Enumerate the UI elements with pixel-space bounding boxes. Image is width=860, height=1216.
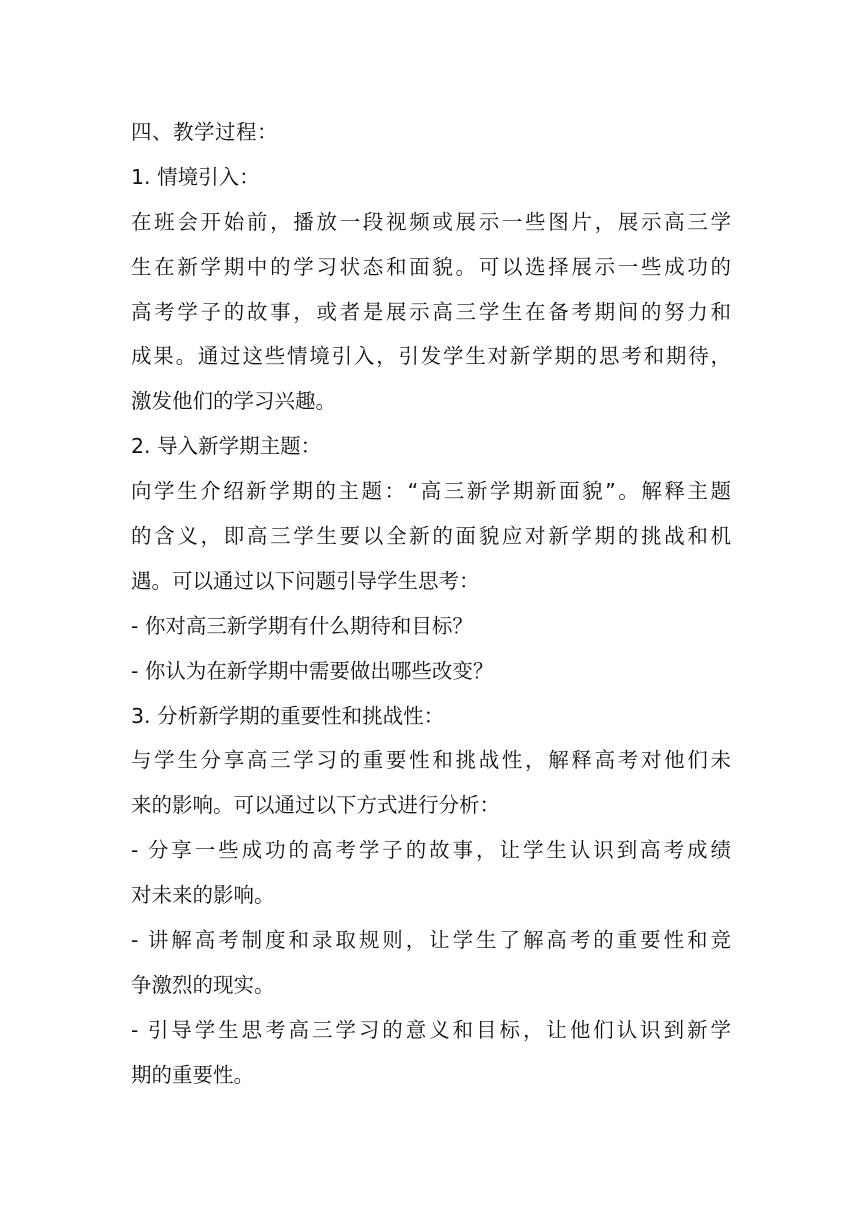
paragraph-line: 高考学子的故事，或者是展示高三学生在备考期间的努力和 <box>131 299 731 324</box>
bullet-item: - 引导学生思考高三学习的意义和目标，让他们认识到新学 <box>131 1017 731 1042</box>
subsection-heading-1: 1. 情境引入： <box>131 164 260 189</box>
section-heading: 四、教学过程： <box>131 120 278 144</box>
bullet-item: - 你对高三新学期有什么期待和目标？ <box>131 613 473 638</box>
paragraph-line: 遇。可以通过以下问题引导学生思考： <box>131 568 480 593</box>
bullet-item: - 你认为在新学期中需要做出哪些改变？ <box>131 658 494 683</box>
paragraph-line: 来的影响。可以通过以下方式进行分析： <box>131 793 500 818</box>
bullet-item: - 分享一些成功的高考学子的故事，让学生认识到高考成绩 <box>131 838 731 863</box>
document-body <box>131 110 731 1098</box>
bullet-item: - 讲解高考制度和录取规则，让学生了解高考的重要性和竞 <box>131 928 731 953</box>
subsection-heading-3: 3. 分析新学期的重要性和挑战性： <box>131 703 445 728</box>
bullet-item-continuation: 期的重要性。 <box>131 1062 254 1087</box>
paragraph-line: 向学生介绍新学期的主题：“高三新学期新面貌”。解释主题 <box>131 479 731 504</box>
paragraph-line: 在班会开始前，播放一段视频或展示一些图片，展示高三学 <box>131 209 731 234</box>
paragraph-line: 成果。通过这些情境引入，引发学生对新学期的思考和期待， <box>131 344 731 369</box>
paragraph-line: 激发他们的学习兴趣。 <box>131 389 336 414</box>
paragraph-line: 与学生分享高三学习的重要性和挑战性，解释高考对他们未 <box>131 748 731 773</box>
paragraph-line: 的含义，即高三学生要以全新的面貌应对新学期的挑战和机 <box>131 524 731 549</box>
paragraph-line: 生在新学期中的学习状态和面貌。可以选择展示一些成功的 <box>131 254 731 279</box>
bullet-item-continuation: 对未来的影响。 <box>131 883 275 908</box>
bullet-item-continuation: 争激烈的现实。 <box>131 972 275 997</box>
subsection-heading-2: 2. 导入新学期主题： <box>131 434 322 459</box>
